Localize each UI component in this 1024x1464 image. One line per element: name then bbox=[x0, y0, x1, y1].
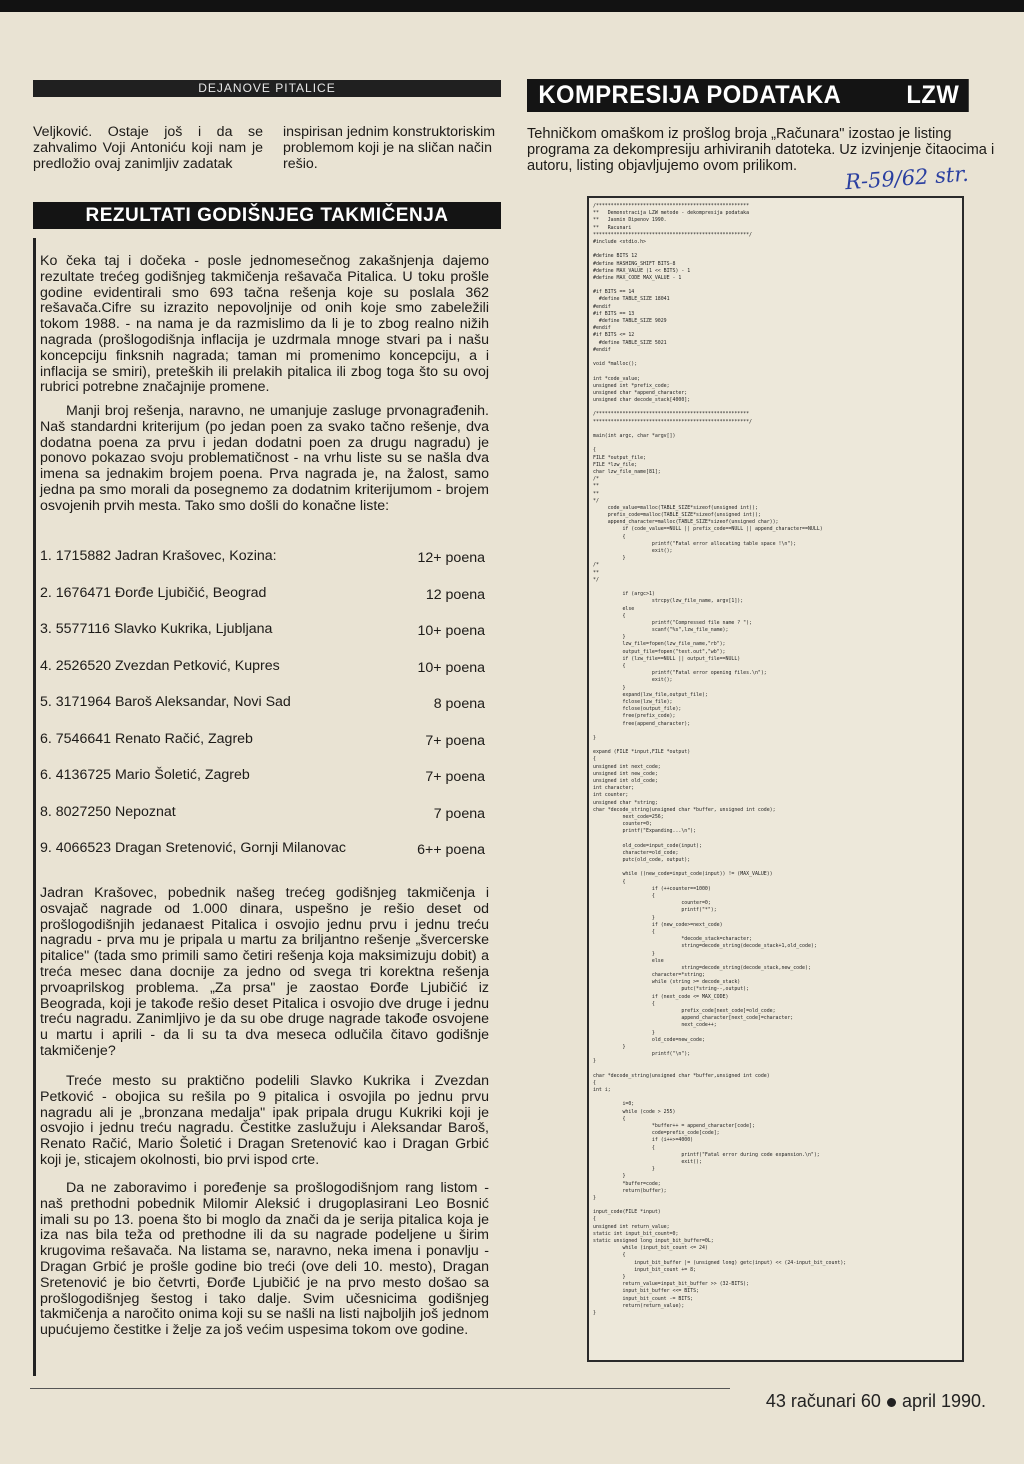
code-line: next_code=256; bbox=[593, 813, 664, 820]
code-line bbox=[593, 440, 961, 447]
code-line: return(buffer); bbox=[593, 1187, 667, 1194]
code-line: input_bit_count -= BITS; bbox=[593, 1295, 694, 1302]
code-line: { bbox=[593, 1079, 596, 1086]
code-line: fclose(output_file); bbox=[593, 706, 682, 713]
code-line: input_bit_buffer <<= BITS; bbox=[593, 1288, 699, 1295]
code-line bbox=[593, 354, 961, 361]
result-name: 1. 1715882 Jadran Krašovec, Kozina: bbox=[40, 548, 277, 564]
code-line: void *malloc(); bbox=[593, 361, 638, 368]
code-line: ** Jasmin Dipenov 1990. bbox=[593, 217, 667, 224]
code-line: character=*string; bbox=[593, 972, 705, 979]
article-paragraph-4: Treće mesto su praktično podelili Slavko Kukrika i Zvezdan Petković - obojica su rešila po 9 pitalica i osvojila po jednu prvu nagradu ali je „bronzana medalja" ipak pripala drugu Kukriki koji je osvojio i jednu treću nagradu. Čestitke zaslužuju i Aleksandar Baroš, Renato Račić, Mario Šoletić i Dragan Sretenović kao i Dragan Grbić koji je, sticajem okolnosti, bio prvi ispod crte. bbox=[40, 1073, 489, 1168]
section-tag: LZW bbox=[906, 81, 960, 109]
magazine-name: računari 60 bbox=[790, 1391, 881, 1411]
code-line: } bbox=[593, 684, 626, 691]
code-line: counter=0; bbox=[593, 900, 711, 907]
code-line: if (++counter==1000) bbox=[593, 885, 711, 892]
result-row bbox=[40, 548, 489, 585]
code-line: { bbox=[593, 1144, 655, 1151]
code-line: char *decode_string(unsigned char *buffer,unsigned int code) bbox=[593, 1072, 770, 1079]
code-line: int *code_value; bbox=[593, 375, 641, 382]
code-line: printf("Fatal error opening files.\n"); bbox=[593, 670, 767, 677]
code-line: expand(lzw_file,output_file); bbox=[593, 691, 708, 698]
result-row bbox=[40, 621, 489, 658]
result-name: 6. 7546641 Renato Račić, Zagreb bbox=[40, 730, 253, 747]
code-line: unsigned int *prefix_code; bbox=[593, 382, 670, 389]
result-points: 10+ poena bbox=[417, 659, 485, 676]
issue-date: april 1990. bbox=[901, 1391, 986, 1411]
code-line: #include <stdio.h> bbox=[593, 238, 646, 245]
article-header-rezultati: REZULTATI GODIŠNJEG TAKMIČENJA bbox=[33, 202, 501, 229]
code-line: unsigned int return_value; bbox=[593, 1223, 670, 1230]
code-line: return_value=input_bit_buffer >> (32-BITS); bbox=[593, 1281, 750, 1288]
result-points: 7 poena bbox=[433, 805, 485, 822]
code-line: exit(); bbox=[593, 1158, 702, 1165]
code-line: i=0; bbox=[593, 1101, 635, 1108]
code-line: ** bbox=[593, 490, 599, 497]
code-line bbox=[593, 864, 961, 871]
code-line: old_code=new_code; bbox=[593, 1036, 705, 1043]
code-line: FILE *lzw_file; bbox=[593, 461, 638, 468]
code-line: { bbox=[593, 893, 655, 899]
code-line: fclose(lzw_file); bbox=[593, 698, 673, 705]
code-line: input_bit_count += 8; bbox=[593, 1266, 697, 1273]
result-points: 7+ poena bbox=[425, 732, 485, 749]
code-line: } bbox=[593, 1166, 655, 1173]
result-row bbox=[40, 694, 489, 731]
code-line: } bbox=[593, 555, 626, 562]
code-line: static int input_bit_count=0; bbox=[593, 1230, 679, 1237]
code-line: free(append_character); bbox=[593, 720, 691, 727]
code-line: unsigned int next_code; bbox=[593, 763, 661, 770]
code-line: #if BITS == 13 bbox=[593, 310, 635, 317]
section-header-pitalice: DEJANOVE PITALICE bbox=[33, 80, 501, 97]
code-line: else bbox=[593, 605, 635, 612]
code-line bbox=[593, 426, 961, 433]
result-row bbox=[40, 585, 489, 622]
result-points: 6++ poena bbox=[417, 842, 485, 858]
code-line: input_bit_buffer |= (unsigned long) getc(input) << (24-input_bit_count); bbox=[593, 1259, 847, 1266]
code-line: while (input_bit_count <= 24) bbox=[593, 1245, 708, 1252]
code-line bbox=[593, 404, 961, 411]
code-line: } bbox=[593, 734, 596, 741]
top-edge-bar bbox=[0, 0, 1024, 12]
code-line: ** bbox=[593, 483, 599, 490]
code-line: append_character[next_code]=character; bbox=[593, 1015, 794, 1022]
code-line: #define TABLE_SIZE 18041 bbox=[593, 296, 670, 303]
intro-column-1: Veljković. Ostaje još i da se zahvalimo Voji Antoniću koji nam je predložio ovaj zanimljiv zadatak bbox=[33, 124, 263, 172]
handwritten-note: R-59/62 str. bbox=[844, 161, 970, 195]
code-line: code_value=malloc(TABLE_SIZE*sizeof(unsigned int)); bbox=[593, 504, 758, 511]
code-line: #if BITS == 14 bbox=[593, 289, 635, 296]
code-line: *buffer=code; bbox=[593, 1180, 661, 1187]
code-line: putc(old_code, output); bbox=[593, 857, 691, 864]
code-line: printf("Fatal error during code expansion.\n"); bbox=[593, 1151, 820, 1158]
code-line: } bbox=[593, 950, 655, 957]
code-line bbox=[593, 728, 961, 735]
code-line: } bbox=[593, 1043, 626, 1050]
code-line: #define TABLE_SIZE 9029 bbox=[593, 318, 667, 324]
code-line: string=decode_string(decode_stack,new_code); bbox=[593, 964, 811, 971]
code-line: /* bbox=[593, 562, 599, 569]
code-line: #if BITS <= 12 bbox=[593, 332, 635, 339]
code-line: unsigned int new_code; bbox=[593, 770, 658, 777]
code-line: expand (FILE *input,FILE *output) bbox=[593, 749, 691, 756]
result-name: 2. 1676471 Đorđe Ljubičić, Beograd bbox=[40, 584, 267, 601]
code-line: ** Demonstracija LZW metode - dekompresija podataka bbox=[593, 210, 750, 217]
result-name: 8. 8027250 Nepoznat bbox=[40, 803, 176, 820]
code-line: */ bbox=[593, 576, 599, 583]
article-paragraph-1: Ko čeka taj i dočeka - posle jednomesečnog zakašnjenja dajemo rezultate trećeg godišnjeg takmičenja rešavača Pitalica. U toku prošle godine evidentirali smo 693 tačna rešenja koje su poslala 362 rešavača.Cifre su izrazito nepovoljnije od onih koje smo zabeležili tokom 1988. - na nama je da razmislimo da li je to zbog realno nižih nagrada (prošlogodišnja inflacija je uzdrmala mnoge stvari pa i našu koncepciju finksnih nagrada; taman mi promenimo koncepciju, a i inflacija se smiri), preteških ili prelakih pitalica ili zbog toga što su ovoj rubrici potrebne značajnije promene. bbox=[40, 253, 489, 396]
code-line: if (new_code>=next_code) bbox=[593, 921, 723, 928]
code-line: old_code=input_code(input); bbox=[593, 842, 702, 849]
code-line: int character; bbox=[593, 785, 635, 792]
code-line: scanf("%s",lzw_file_name); bbox=[593, 627, 729, 634]
code-line: } bbox=[593, 634, 626, 641]
code-line: if (argc>1) bbox=[593, 591, 655, 598]
code-line: output_file=fopen("test.out","wb"); bbox=[593, 648, 726, 655]
code-line: next_code++; bbox=[593, 1022, 717, 1029]
code-line: if (code_value==NULL || prefix_code==NULL || append_character==NULL) bbox=[593, 526, 823, 533]
code-line: /* bbox=[593, 476, 599, 483]
article-frame-line bbox=[33, 238, 36, 1376]
result-name: 6. 4136725 Mario Šoletić, Zagreb bbox=[40, 767, 250, 783]
code-line: { bbox=[593, 533, 626, 540]
code-line: { bbox=[593, 663, 626, 669]
code-line: { bbox=[593, 928, 655, 935]
result-row bbox=[40, 804, 489, 841]
code-line: exit(); bbox=[593, 677, 673, 684]
code-line: { bbox=[593, 612, 626, 619]
code-line: } bbox=[593, 1173, 626, 1180]
code-listing bbox=[593, 203, 961, 1357]
code-line: #endif bbox=[593, 303, 611, 310]
article-paragraph-3: Jadran Krašovec, pobednik našeg trećeg godišnjeg takmičenja i osvajač nagrade od 1.000 dinara, uspešno je rešio deset od prošlogodišnjih jedanaest Pitalica i osvojio jednu prvu i jednu treću nagradu - prva mu je pripala u martu za briljantno rešenje „švercerske pitalice" (tada smo primili samo četiri rešenja koja maksimizuju dobit) a treća mesec dana docnije za jedno od svega tri korektna rešenja prvoaprilskog problema. „Za prsa" je zaostao Đorđe Ljubičić iz Beograda, koji je takođe rešio deset Pitalica i osvojio dve druge i jednu treću nagradu. Zanimljivo je da su obe druge nagrade takođe osvojene u martu i aprili - da li su ta dva meseca odlučila čitavo godišnje takmičenje? bbox=[40, 885, 489, 1059]
code-line: if (next_code <= MAX_CODE) bbox=[593, 993, 729, 1000]
code-line: prefix_code[next_code]=old_code; bbox=[593, 1008, 776, 1014]
result-row bbox=[40, 658, 489, 695]
code-line bbox=[593, 836, 961, 843]
code-line: unsigned int old_code; bbox=[593, 778, 658, 784]
code-line: printf("Compressed file name ? "); bbox=[593, 619, 752, 626]
code-line: ** Racunari bbox=[593, 224, 632, 231]
code-line: char lzw_file_name[81]; bbox=[593, 468, 661, 475]
result-points: 12 poena bbox=[425, 586, 485, 603]
code-line: FILE *output_file; bbox=[593, 454, 646, 461]
code-line: } bbox=[593, 1194, 596, 1201]
code-line: printf("*"); bbox=[593, 907, 717, 914]
code-line: { bbox=[593, 1216, 596, 1223]
code-line bbox=[593, 282, 961, 289]
code-line: printf("\n"); bbox=[593, 1051, 691, 1058]
code-line: while (string >= decode_stack) bbox=[593, 979, 741, 986]
result-points: 12+ poena bbox=[417, 550, 485, 566]
code-line: counter=0; bbox=[593, 821, 652, 828]
code-line: #define TABLE_SIZE 5021 bbox=[593, 339, 667, 346]
intro-column-2: inspirisan jednim konstruktoriskim problemom koji je na sličan način rešio. bbox=[283, 124, 496, 172]
code-line: printf("Fatal error allocating table space !\n"); bbox=[593, 540, 797, 547]
code-line: #endif bbox=[593, 346, 611, 353]
code-line: { bbox=[593, 756, 596, 763]
code-line: code=prefix_code[code]; bbox=[593, 1130, 720, 1137]
bullet-icon bbox=[887, 1398, 896, 1407]
code-line: else bbox=[593, 957, 664, 964]
code-line: */ bbox=[593, 497, 599, 504]
code-line: ** bbox=[593, 569, 599, 576]
code-line: { bbox=[593, 1252, 626, 1259]
code-line bbox=[593, 584, 961, 591]
result-points: 7+ poena bbox=[425, 769, 485, 785]
result-name: 5. 3171964 Baroš Aleksandar, Novi Sad bbox=[40, 694, 291, 710]
code-line bbox=[593, 1094, 961, 1101]
code-line: string=decode_string(decode_stack+1,old_code); bbox=[593, 943, 817, 950]
page-footer bbox=[766, 1390, 986, 1412]
code-line bbox=[593, 742, 961, 749]
code-line: #define MAX_CODE MAX_VALUE - 1 bbox=[593, 274, 682, 281]
code-line: #endif bbox=[593, 325, 611, 332]
results-list bbox=[40, 548, 489, 877]
code-line: character=old_code; bbox=[593, 849, 679, 856]
result-points: 8 poena bbox=[433, 696, 485, 712]
code-line: unsigned char *string; bbox=[593, 799, 658, 806]
code-line: #define BITS 12 bbox=[593, 253, 638, 260]
section-header-kompresija bbox=[527, 79, 969, 112]
code-line bbox=[593, 368, 961, 375]
code-line: { bbox=[593, 1000, 655, 1007]
article-paragraph-2: Manji broj rešenja, naravno, ne umanjuje zasluge prvonagrađenih. Naš standardni kriterijum (po jedan poen za svako tačno rešenje, dva dodatna poena za prvu i jedan dodatni poen za drugu nagradu) je ponovo pokazao svoju problematičnost - na vrhu liste su se našla dva imena sa jednakim brojem poena. Prva nagrada je, na žalost, samo jedna pa smo morali da posegnemo za dodatnim kriterijumom - brojem osvojenih prvih mesta. Tako smo došli do konačne liste: bbox=[40, 403, 489, 514]
result-row bbox=[40, 767, 489, 804]
code-line: int i; bbox=[593, 1087, 611, 1094]
code-line: unsigned char *append_character; bbox=[593, 389, 688, 396]
code-line: if (i++>=4000) bbox=[593, 1137, 694, 1144]
code-line: *****************************************************/ bbox=[593, 231, 752, 238]
code-line: if (lzw_file==NULL || output_file==NULL) bbox=[593, 655, 741, 662]
code-line: exit(); bbox=[593, 548, 673, 554]
code-line: *decode_stack=character; bbox=[593, 936, 752, 943]
code-line: { bbox=[593, 447, 596, 454]
code-line: *****************************************************/ bbox=[593, 418, 752, 425]
code-line: { bbox=[593, 1115, 626, 1122]
code-line: { bbox=[593, 878, 626, 885]
code-line: } bbox=[593, 1309, 596, 1316]
code-line: unsigned char decode_stack[4000]; bbox=[593, 397, 691, 404]
result-name: 3. 5577116 Slavko Kukrika, Ljubljana bbox=[40, 621, 273, 637]
result-points: 10+ poena bbox=[417, 623, 485, 639]
code-line: putc(*string--,output); bbox=[593, 986, 750, 993]
code-line: /**************************************************** bbox=[593, 203, 750, 209]
code-line: free(prefix_code); bbox=[593, 713, 676, 720]
code-line: } bbox=[593, 1273, 626, 1280]
code-line: printf("Expanding...\n"); bbox=[593, 828, 697, 835]
code-line: int counter; bbox=[593, 792, 629, 799]
code-line: } bbox=[593, 1058, 596, 1065]
code-line bbox=[593, 246, 961, 253]
code-line bbox=[593, 1066, 961, 1073]
listing-intro: Tehničkom omaškom iz prošlog broja „Računara" izostao je listing programa za dekompresiju arhiviranih datoteka. Uz izvinjenje čitaocima i autoru, listing objavljujemo ovom prilikom. bbox=[527, 126, 995, 174]
code-line: } bbox=[593, 914, 655, 921]
code-line: input_code(FILE *input) bbox=[593, 1209, 661, 1216]
code-line: #define MAX_VALUE (1 << BITS) - 1 bbox=[593, 267, 691, 274]
code-line: while ((new_code=input_code(input)) != (MAX_VALUE)) bbox=[593, 871, 773, 878]
code-line: strcpy(lzw_file_name, argv[1]); bbox=[593, 598, 744, 605]
code-line: /**************************************************** bbox=[593, 411, 750, 418]
code-line: prefix_code=malloc(TABLE_SIZE*sizeof(unsigned int)); bbox=[593, 512, 761, 519]
result-name: 4. 2526520 Zvezdan Petković, Kupres bbox=[40, 657, 280, 674]
result-row bbox=[40, 731, 489, 768]
code-line: char *decode_string(unsigned char *buffer, unsigned int code); bbox=[593, 806, 776, 813]
code-line: return(return_value); bbox=[593, 1302, 685, 1309]
article-paragraph-5: Da ne zaboravimo i poređenje sa prošlogodišnjom rang listom - naš prethodni pobednik Milomir Aleksić i drugoplasirani Leo Bosnić imali su po 13. poena što bi moglo da znači da je serija pitalica koja je iza nas bila teža od prethodne ili da su nagrade podeljene u širim krugovima rešavača. Na listama se, naravno, neka imena i ponavlju - Dragan Grbić je prošle godine bio treći (ove deli 10. mesto), Dragan Sretenović je bio četvrti, Đorđe Ljubičić je na prvo mesto došao sa prošlogodišnjeg šestog i tako dalje. Svim učesnicima godišnjeg takmičenja a naročito onima koji su se našli na listi najboljih još jednom upućujemo čestitke i želje za još većim uspesima tokom ove godine. bbox=[40, 1180, 489, 1339]
code-line: while (code > 255) bbox=[593, 1108, 676, 1115]
page-number: 43 bbox=[765, 1391, 786, 1411]
code-line: #define HASHING_SHIFT BITS-8 bbox=[593, 260, 676, 267]
result-name: 9. 4066523 Dragan Sretenović, Gornji Milanovac bbox=[40, 840, 346, 856]
result-row bbox=[40, 840, 489, 877]
code-line: } bbox=[593, 1029, 655, 1036]
bottom-rule bbox=[30, 1388, 730, 1389]
code-line: static unsigned long input_bit_buffer=0L; bbox=[593, 1238, 714, 1244]
code-line bbox=[593, 1202, 961, 1209]
code-line: main(int argc, char *argv[]) bbox=[593, 433, 676, 439]
code-line: lzw_file=fopen(lzw_file_name,"rb"); bbox=[593, 641, 726, 648]
section-title: KOMPRESIJA PODATAKA bbox=[538, 81, 842, 109]
code-line: append_character=malloc(TABLE_SIZE*sizeof(unsigned char)); bbox=[593, 519, 779, 526]
code-listing-box bbox=[587, 196, 964, 1362]
code-line: *buffer++ = append_character[code]; bbox=[593, 1123, 755, 1129]
